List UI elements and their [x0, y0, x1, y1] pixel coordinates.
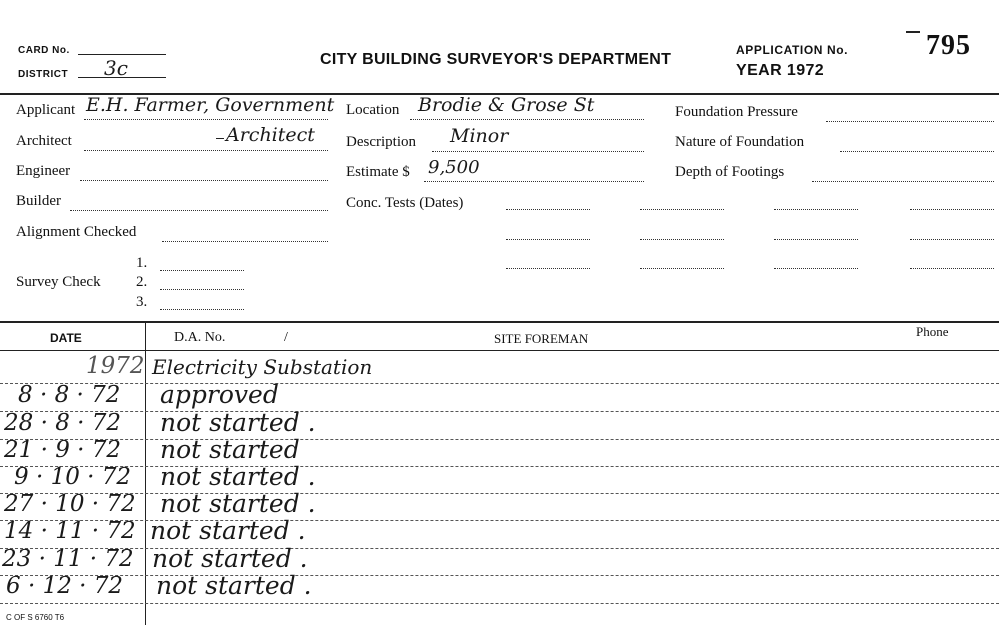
description-line	[432, 151, 644, 152]
row-entry: not started .	[156, 571, 312, 600]
row-line	[0, 466, 999, 467]
nature-foundation-label: Nature of Foundation	[675, 134, 805, 150]
form-title: CITY BUILDING SURVEYOR'S DEPARTMENT	[320, 51, 672, 68]
applicant-value: E.H. Farmer, Government	[86, 94, 335, 116]
row-line	[0, 411, 999, 412]
row-date: 8 · 8 · 72	[18, 382, 121, 408]
nature-foundation-line	[840, 151, 994, 152]
engineer-line	[80, 180, 328, 181]
conc-line-2a	[506, 239, 590, 240]
header-row-rule	[0, 350, 999, 351]
architect-dash	[216, 138, 224, 139]
row-entry: not started .	[160, 489, 316, 518]
architect-line	[84, 150, 328, 151]
location-label: Location	[346, 102, 400, 118]
survey-line-2	[160, 289, 244, 290]
card-no-label: CARD No.	[18, 45, 70, 56]
estimate-label: Estimate $	[346, 164, 410, 180]
conc-line-2b	[640, 239, 724, 240]
date-header: DATE	[50, 331, 82, 345]
application-no-label: APPLICATION No.	[736, 43, 849, 57]
architect-value: Architect	[226, 124, 315, 146]
depth-footings-line	[812, 181, 994, 182]
row-date: 28 · 8 · 72	[4, 410, 122, 436]
conc-line-3a	[506, 268, 590, 269]
row-entry: not started .	[152, 544, 308, 573]
application-number: 795	[926, 30, 971, 61]
year-label: YEAR 1972	[736, 62, 825, 79]
architect-label: Architect	[16, 133, 72, 149]
row-entry: not started .	[150, 516, 306, 545]
row-date: 9 · 10 · 72	[14, 464, 132, 490]
conc-tests-label: Conc. Tests (Dates)	[346, 195, 464, 211]
form-code: C OF S 6760 T6	[6, 613, 65, 622]
conc-line-1c	[774, 209, 858, 210]
card-no-line	[78, 54, 166, 55]
conc-line-2c	[774, 239, 858, 240]
row-line	[0, 548, 999, 549]
survey-check-label: Survey Check	[16, 274, 101, 290]
estimate-value: 9,500	[428, 157, 480, 178]
depth-footings-label: Depth of Footings	[675, 164, 785, 180]
survey-num-3: 3.	[136, 294, 148, 310]
engineer-label: Engineer	[16, 163, 71, 179]
location-value: Brodie & Grose St	[418, 94, 595, 116]
row-date: 23 · 11 · 72	[2, 546, 134, 572]
row-date: 27 · 10 · 72	[4, 491, 136, 517]
builder-label: Builder	[16, 193, 61, 209]
table-column-divider	[145, 323, 146, 625]
row-line	[0, 603, 999, 604]
row-date: 6 · 12 · 72	[6, 573, 124, 599]
row-entry: not started .	[160, 408, 316, 437]
district-label: DISTRICT	[18, 69, 69, 80]
survey-line-1	[160, 270, 244, 271]
conc-line-3d	[910, 268, 994, 269]
row-entry: approved	[160, 380, 279, 409]
table-top-rule	[0, 321, 999, 323]
applicant-line	[84, 119, 328, 120]
district-value: 3c	[104, 56, 128, 80]
conc-line-3c	[774, 268, 858, 269]
survey-line-3	[160, 309, 244, 310]
slash-header: /	[284, 330, 288, 345]
builder-line	[70, 210, 328, 211]
row-date: 1972	[86, 353, 145, 379]
alignment-line	[162, 241, 328, 242]
phone-header: Phone	[916, 324, 949, 339]
conc-line-3b	[640, 268, 724, 269]
conc-line-1a	[506, 209, 590, 210]
description-label: Description	[346, 134, 416, 150]
row-line	[0, 575, 999, 576]
row-entry: Electricity Substation	[152, 355, 373, 379]
description-value: Minor	[450, 125, 509, 147]
row-line	[0, 439, 999, 440]
applicant-label: Applicant	[16, 102, 76, 118]
row-line	[0, 383, 999, 384]
row-line	[0, 493, 999, 494]
survey-num-2: 2.	[136, 274, 148, 290]
conc-line-2d	[910, 239, 994, 240]
row-date: 14 · 11 · 72	[4, 518, 136, 544]
estimate-line	[424, 181, 644, 182]
location-line	[410, 119, 644, 120]
row-date: 21 · 9 · 72	[4, 437, 122, 463]
foundation-pressure-label: Foundation Pressure	[675, 104, 798, 120]
survey-num-1: 1.	[136, 255, 148, 271]
row-entry: not started	[160, 435, 300, 464]
conc-line-1d	[910, 209, 994, 210]
da-no-header: D.A. No.	[174, 330, 226, 345]
site-foreman-header: SITE FOREMAN	[494, 331, 589, 346]
foundation-pressure-line	[826, 121, 994, 122]
application-no-dash	[906, 31, 920, 33]
alignment-label: Alignment Checked	[16, 224, 137, 240]
conc-line-1b	[640, 209, 724, 210]
row-entry: not started .	[160, 462, 316, 491]
